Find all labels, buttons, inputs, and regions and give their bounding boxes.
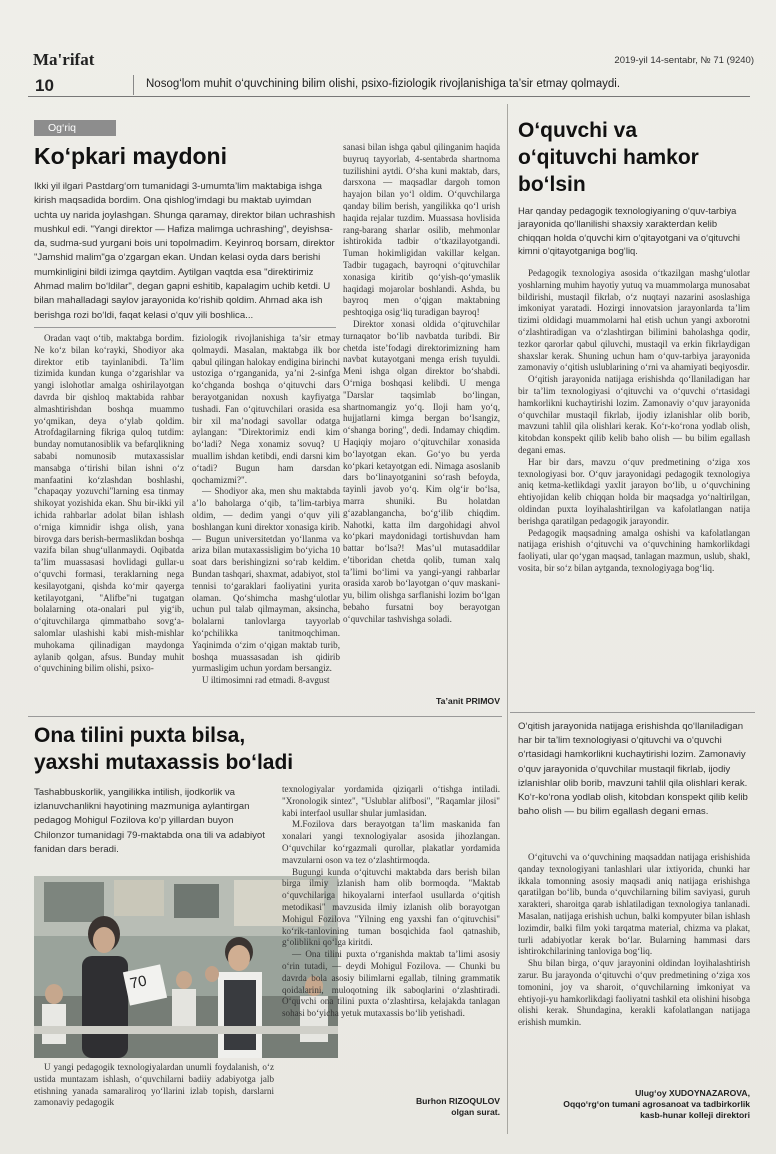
signature-role: olgan surat. <box>451 1107 500 1117</box>
article2-title-line: o‘qituvchi hamkor <box>518 146 699 169</box>
article2-pull-quote: O‘qitish jarayonida natijaga erishishda qo‘llaniladigan har bir ta’lim texnologiyasi o‘qituvchi va o‘quvchi o‘rtasidagi hamkorlikni kuchaytirishi lozim. Zamonaviy o‘quv jarayonida o‘quvchilar mustaqil fikrlab, ijodiy izlanishlar olib borib, mavzuni tahlil qila olishlari kerak. Ko‘r-ko‘rona yodlab olish, kitobdan konspekt qilib kelib baho olish — bu bilim egallash degani emas. <box>518 721 748 818</box>
page-number: 10 <box>35 76 54 95</box>
signature-role: kasb-hunar kolleji direktori <box>640 1110 750 1120</box>
article3-title-line: yaxshi mutaxassis bo‘ladi <box>34 751 294 774</box>
paragraph: fiziologik rivojlanishiga ta’sir etmay qolmaydi. Masalan, maktabga ilk bor qabul qilingan halokay endigina birinchi ustoziga o‘rganganida, ya’ni 2-sinfga ko‘chganda boshqa o‘qituvchi dars berayotganidan noxush kayfiyatga tushadi. Fan o‘qituvchilari orasida esa bir xil ma’nodagi savollar odatga aylangan: "Direktorimiz endi kim bo‘ladi? Nega xonamiz sovuq? U muallim ishdan ketibdi, endi darsni kim o‘tadi? Bugun ham darsdan qochamizmi?". <box>192 333 340 485</box>
article3-top-rule <box>28 716 502 717</box>
article2-body <box>518 268 750 688</box>
paragraph: — Shodiyor aka, men shu maktabda a’lo baholarga o‘qib, ta’lim-tarbiya oldim, — dedim yangi o‘quv yili boshlangan kuni direktor xonasiga kirib. — Bugun universitetdan yo‘llanma va ariza bilan mutaxassisligim bo‘yicha 10 soat dars berishingizni so‘rab keldim. Bundan tashqari, shaxmat, adabiyot, stol tennisi to‘garaklari faoliyatini yurita olaman. Qo‘shimcha mashg‘ulotlar uchun pul talab qilmayman, aksincha, bolalarni tanlovlarga tayyorlab ko‘pchilikka tanitmoqchiman. Yaqinimda o‘zim o‘qigan maktab turib, boshqa muassasadan ish qidirib yurmasligim uchun yordam bersangiz. <box>192 486 340 674</box>
article3-column-left-bottom <box>34 1062 274 1134</box>
article1-column-3 <box>343 142 500 694</box>
article1-lead-rule <box>34 327 336 328</box>
issue-dateline: 2019-yil 14-sentabr, № 71 (9240) <box>614 55 754 66</box>
paragraph: — Ona tilini puxta o‘rganishda maktab ta’limi asosiy o‘rin tutadi, — deydi Mohigul Fozilova. — Chunki bu davrda bola asosiy bilimlarni egallab, tilning grammatik qoidalarini, muloqotning ilk saboqlarini o‘zlashtiradi. O‘quvchi ona tilini puxta o‘zlashtirsa, kelajakda tanlagan sohasi bo‘yicha yetuk mutaxassis bo‘lib yetishadi. <box>282 949 500 1019</box>
column-separator <box>507 104 508 1134</box>
article3-signature <box>342 1096 500 1118</box>
paragraph: Pedagogik texnologiya asosida o‘tkazilgan mashg‘ulotlar yoshlarning muhim hayotiy yutuq va muammolarga munosabat bildirishi, mustaqil fikrlab, o‘z nuqtayi nazarini asoslashiga imkoniyat yaratadi. Hozirgi innovatsion jarayonlarda ta’lim tizimi oldidagi muammolarni hal etish uchun yangi axborotni o‘zlashtiradigan va o‘zlashtirgan bilimini baholashga qodir, tezkor qarorlar qabul qiluvchi, mustaqil va erkin fikrlaydigan shaxslar kerak. Shuning uchun ham o‘quv-tarbiya jarayonida zamonaviy o‘qitish uslublarining o‘rni va ahamiyati beqiyosdir. <box>518 268 750 373</box>
photo-sign-number: 70 <box>128 972 149 993</box>
paragraph: Direktor xonasi oldida o‘qituvchilar turnaqator bo‘lib navbatda turibdi. Bir chetda iste’fodagi direktorimizning ham navbat kutayotgani menga erish tuyuldi. Meni ishga olgan direktor bo‘shabdi. O‘rniga boshqasi kelibdi. U menga "Darslar taqsimlab bo‘lingan, shartnomangiz yo‘q. Iloji ham yo‘q, hujjatlarni kimga bergan bo‘lsangiz, o‘shanga boring", dedi. Indamay chiqdim. Haqiqiy mojaro o‘qituvchilar xonasida bo‘layotgan ekan. Go‘yo bu yerda ko‘pkari ketayotgan edi. Nimaga asoslanib dars bo‘linayotganini so‘rash befoyda, tayinli javob yo‘q. Kim olg‘ir bo‘lsa, marra shuniki. Bu holatdan g‘azablanganchа, bo‘g‘ilib chiqdim. Nahotki, katta ilm dargohidagi ahvol ko‘pkari maydonidagi tortishuvdan ham battar bo‘lsa?! Mas’ul mutasaddilar e’tiboridan chetda qolib, tuman xalq ta’limi bo‘limi va yangi-yangi rahbarlar orasida xarob bo‘layotgan o‘quv maskani-yu, bilim olishga sarflanishi lozim bo‘lgan bebaho fursatni boy berayotgan o‘quvchilar tashvishga soladi. <box>343 318 500 624</box>
signature-role: Oqqo‘rg‘on tumani agrosanoat va tadbirkorlik <box>563 1099 750 1109</box>
paragraph: U yangi pedagogik texnologiyalardan unumli foydalanish, o‘z ustida muntazam ishlash, o‘quvchilarni badiiy adabiyotga jalb etishning yanada samaraliroq yo‘llarini izlab topish, darslarni zamonaviy pedagogik <box>34 1062 274 1108</box>
paragraph: Har bir dars, mavzu o‘quv predmetining o‘ziga xos texnologiyasi bor. O‘quv jarayonidagi pedagogik texnologiya aniq ketma-ketlikdagi yaxlit jarayon bo‘lib, u o‘quvchining ehtiyojidan kelib chiqqan holda bir maqsadga yo‘naltirilgan, oldindan puxta loyihalashtirilgan va kafolatlangan natija berishga qaratilgan pedagogik jarayondir. <box>518 456 750 526</box>
article1-lead: Ikki yil ilgari Pastdarg‘om tumanidagi 3-umumta’lim maktabiga ishga kirish maqsadida bordim. Ona qishlog‘imdagi bu maktab uyimdan uchta uy narida joylashgan. Shunga qaramay, direktor bilan uchrashish mushkul edi. "Yangi direktor — Hafiza malimga uchrashing", deyishsa-da, sudma-sud yurgani bois uni topolmadim. Keyinroq borsam, direktor "Jamshid malim"ga o‘zgargan ekan. Undan kelasi oyda dars berishi mumkinligini bildi izimga qaytdim. Aytilgan vaqtda esa "direktirimiz Ahmad malim bo‘ldilar", degan gapni eshitib, kapalagim uchib ketdi. U bilan mahalladagi saylov jarayonida ko‘rishib qoldim. Ahmad aka ish berishga rozi bo‘ldi, faqat kelasi o‘quv yili boshlica... <box>34 181 336 321</box>
article2-signature <box>518 1088 750 1121</box>
article3-lead: Tashabbuskorlik, yangilikka intilish, ijodkorlik va izlanuvchanlikni hayotining mazmuniga aylantirgan pedagog Mohigul Fozilova ko‘p yillardan buyon Chilonzor tumanidagi 79-maktabda ona tili va adabiyot fanidan dars beradi. <box>34 787 265 855</box>
article2-title-line: bo‘lsin <box>518 173 586 196</box>
paragraph: O‘qitish jarayonida natijaga erishishda qo‘llaniladigan har bir ta’lim texnologiyasi o‘qituvchi va o‘quvchi o‘rtasidagi hamkorlikni kuchaytirishi lozim. Zamonaviy o‘quv jarayonida o‘quvchilar mustaqil fikrlab, ijodiy izlanishlar olib borib, mavzuni tahlil qila olishlari kerak. Ko‘r-ko‘rona yodlab olish, kitobdan konspekt qilib kelib baho olish — bu bilim egallash degani emas. <box>518 374 750 455</box>
article2-title-line: O‘quvchi va <box>518 119 638 142</box>
paragraph: Oradan vaqt o‘tib, maktabga bordim. Ne ko‘z bilan ko‘rayki, Shodiyor aka direktor etib tayinlanibdi. Ta’lim tizimida kundan kunga o‘zgarishlar va yangi islohotlar amalga oshirilayotgan davrda bir qishloq maktabida rahbar almashtirishdan boshqa muammo yo‘qmikan, deya o‘ylab qoldim. Atrofdagilarning fikriga quloq tutdim: bunday nomutanosiblik va befarqlikning sababi nomunosib mutaxassislar mansabga o‘tirishi bilan ishni o‘z manfaatini ko‘zlashdan boshlashi, "chapaqay yozuvchi"larning esa tinmay shikoyat yozishida ekan. Shu bir-ikki yil ichida rahbarlar adolat bilan ishlash o‘rniga kimnidir ishga olish, yana birovga dars berish-bermaslikdan boshqa vazifa bilan shug‘ullanmaydi. Oqibatda ta’lim muassasasi hovlidagi gullar-u o‘quvchi formasi, teraklarning nega kesilayotgani, qishda ko‘mir qayerga ketilayotgani, "Alifbe"ni tugatgan bolalarning ota-onalari pul yig‘ib, o‘qituvchilarga qimmatbaho sovg‘a-salomlar ulashishi kabi mish-mishlar muhokama qilinadigan maydonga aylanib qolgan, afsus. Bunday muhit o‘quvchining bilim olishi, psixo- <box>34 333 184 674</box>
newspaper-brand: Ma'rifat <box>33 50 95 69</box>
article1-column-1 <box>34 333 184 708</box>
article3-column-right <box>282 784 500 1084</box>
pull-quote-rule <box>510 712 755 713</box>
paragraph: O‘qituvchi va o‘quvchining maqsaddan natijaga erishishida qanday texnologiyani tanlashlari ular ixtiyorida, chunki har ikkala tomonning asosiy maqsadi aniq natijaga erishishga qaratilgan bo‘lib, bunda o‘quvchilarning bilim saviyasi, guruh xarakteri, sharoitga qarab ishlatiladigan texnologiya tanlanadi. Masalan, natijaga erishish uchun, balki kompyuter bilan ishlash lozimdir, balki film yoki tarqatma material, chizma va plakat, turli adabiyotlar kerak bo‘lar. Bularning hammasi dars ishtirokchilarining tanloviga bog‘liq. <box>518 852 750 957</box>
paragraph: Bugungi kunda o‘qituvchi maktabda dars berish bilan birga ilmiy izlanish ham olib bormoqda. "Maktab o‘quvchilariga hikoyalarni interfaol usullarda o‘qitish metodikasi" mavzusida ilmiy izlanish olib borayotgan Mohigul Fozilova "Yilning eng yaxshi fan o‘qituvchisi" ko‘rik-tanlovining tuman bosqichida faol qatnashib, g‘oliblikni qo‘lga kiritdi. <box>282 866 500 948</box>
article2-title <box>518 117 699 198</box>
masthead-divider <box>133 75 134 95</box>
article1-title: Ko‘pkari maydoni <box>34 143 227 169</box>
article2-body-2 <box>518 852 750 1082</box>
page-top-headline: Nosog‘lom muhit o‘quvchining bilim olishi, psixo-fiziologik rivojlanishiga ta’sir etmay qolmaydi. <box>146 78 621 90</box>
paragraph: M.Fozilova dars berayotgan ta’lim maskanida fan xonalari yangi texnologiyalar asosida jihozlangan. O‘quvchilar ko‘rgazmali qurollar, plakatlar yordamida mavzularni oson va tez o‘zlashtirmoqda. <box>282 819 500 865</box>
article1-signature: Ta’anit PRIMOV <box>435 696 500 706</box>
paragraph: texnologiyalar yordamida qiziqarli o‘tishga intiladi. "Xronologik sintez", "Uslublar alifbosi", "Raqamlar jilosi" kabi interfaol usullar shular jumlasidan. <box>282 784 500 818</box>
rubric-tag: Og‘riq <box>34 120 116 136</box>
masthead-rule <box>28 96 750 97</box>
article3-title-line: Ona tilini puxta bilsa, <box>34 724 246 747</box>
signature-name: Ulug‘oy XUDOYNAZAROVA, <box>635 1088 750 1098</box>
article3-title <box>34 722 293 776</box>
paragraph: Pedagogik maqsadning amalga oshishi va kafolatlangan natijaga erishish o‘qituvchi va o‘quvchining hamkorlikdagi faoliyati, ular qo‘ygan maqsad, tanlagan mazmun, uslub, shakl, vosita, bir so‘z bilan aytganda, texnologiyaga bog‘liq. <box>518 527 750 573</box>
article2-lead: Har qanday pedagogik texnologiyaning o‘quv-tarbiya jarayonida qo‘llanilishi shaxsiy xarakterdan kelib chiqqan holda o‘quvchi kim o‘qitayotgani va o‘qituvchi kimni o‘qitayotganiga bog‘liq. <box>518 205 741 256</box>
signature-name: Burhon RIZOQULOV <box>415 1096 500 1106</box>
article1-column-2 <box>192 333 340 708</box>
paragraph: Shu bilan birga, o‘quv jarayonini oldindan loyihalashtirish zarur. Bu jarayonda o‘qituvchi o‘quv predmetining o‘ziga xos tomonini, joy va sharoit, o‘quvchilarning imkoniyat va ehtiyoji-yu hamkorlikdagi faoliyatni tashkil eta olishini hisobga olishi kerak. Shundagina, kerakli kafolatlangan natijaga erishish mumkin. <box>518 958 750 1028</box>
paragraph: sanasi bilan ishga qabul qilinganim haqida buyruq tayyorlab, 4-sentabrda shartnoma tuzilishini aytdi. O‘sha kuni maktab, dars, darsxona — maqsadlar dargoh tomon hayajon bilan yo‘l oldim. O‘quvchilarga qanday bilim berish, yangilikka qo‘l urish haqida rejalar tuzdim. Muassasa hovlisida rang-barang sharlar osilib, mehmonlar ishtirokida tadbir o‘tkazilayotgandi. Tuman hokimligidan vakillar kelgan. Tadbir tugagach, bayroqni o‘qituvchilar xonasiga kiritib qo‘yish-qo‘ymaslik haqidagi mojarolar boshlandi. Ashda, bu bayroq men o‘qigan maktabning peshtoqiga osig‘liq turadigan bayroq! <box>343 142 500 318</box>
paragraph: U iltimosimni rad etmadi. 8-avgust <box>202 675 330 686</box>
